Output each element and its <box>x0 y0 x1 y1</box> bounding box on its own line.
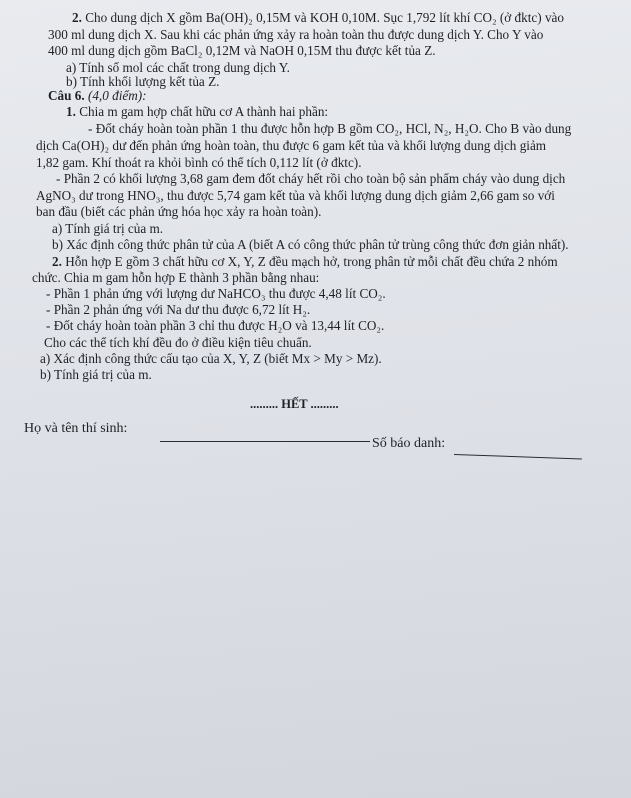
q6-2-line-1: 2. Hỗn hợp E gồm 3 chất hữu cơ X, Y, Z đều mạch hở, trong phân tử mỗi chất đều chứa 2 nhóm <box>52 254 558 269</box>
q6-1-line-3: 1,82 gam. Khí thoát ra khỏi bình có thể tích 0,112 lít (ở đktc). <box>36 155 362 170</box>
q2-line-3: 400 ml dung dịch gồm BaCl₂ 0,12M và NaOH 0,15M thu được kết tủa Z. <box>48 43 436 58</box>
q2-line-2: 300 ml dung dịch X. Sau khi các phản ứng xảy ra hoàn toàn thu được dung dịch Y. Cho Y vào <box>48 27 544 42</box>
end-marker: ......... HẾT ......... <box>250 397 339 411</box>
q6-1-line-1: - Đốt cháy hoàn toàn phần 1 thu được hỗn hợp B gồm CO₂, HCl, N₂, H₂O. Cho B vào dung <box>88 121 572 136</box>
q2-part-a: a) Tính số mol các chất trong dung dịch Y. <box>66 60 290 75</box>
candidate-number-line <box>454 454 582 459</box>
q6-1-line-5: AgNO₃ dư trong HNO₃, thu được 5,74 gam kết tủa và khối lượng dung dịch giảm 2,66 gam so với <box>36 188 555 203</box>
candidate-name-label: Họ và tên thí sinh: <box>24 421 128 436</box>
q6-2-part-3: - Đốt cháy hoàn toàn phần 3 chỉ thu được H₂O và 13,44 lít CO₂. <box>46 318 385 333</box>
candidate-name-line <box>160 441 370 442</box>
q6-2-part-b: b) Tính giá trị của m. <box>40 367 152 382</box>
q6-1-part-a: a) Tính giá trị của m. <box>52 221 164 236</box>
q6-2-part-2: - Phần 2 phản ứng với Na dư thu được 6,72 lít H₂. <box>46 302 311 317</box>
q6-1-line-6: ban đầu (biết các phản ứng hóa học xảy ra hoàn toàn). <box>36 204 322 219</box>
q2-line-1: 2. Cho dung dịch X gồm Ba(OH)₂ 0,15M và KOH 0,10M. Sục 1,792 lít khí CO₂ (ở đktc) vào <box>72 10 564 25</box>
q6-2-part-a: a) Xác định công thức cấu tạo của X, Y, Z (biết Mx > My > Mz). <box>40 351 382 366</box>
q6-1-line-4: - Phần 2 có khối lượng 3,68 gam đem đốt cháy hết rồi cho toàn bộ sản phẩm cháy vào dung dịch <box>56 171 566 186</box>
q6-2-line-2: chức. Chia m gam hỗn hợp E thành 3 phần bằng nhau: <box>32 270 320 285</box>
q2-part-b: b) Tính khối lượng kết tủa Z. <box>66 74 220 89</box>
question-6-heading: Câu 6. (4,0 điểm): <box>48 88 147 103</box>
q6-1-line-2: dịch Ca(OH)₂ dư đến phản ứng hoàn toàn, thu được 6 gam kết tủa và khối lượng dung dịch giảm <box>36 138 547 153</box>
q6-2-conditions: Cho các thể tích khí đều đo ở điều kiện tiêu chuẩn. <box>44 335 312 350</box>
q6-1-part-b: b) Xác định công thức phân tử của A (biết A có công thức phân tử trùng công thức đơn giản nhất). <box>52 237 569 252</box>
candidate-number-label: Số báo danh: <box>372 436 446 451</box>
q6-2-part-1: - Phần 1 phản ứng với lượng dư NaHCO₃ thu được 4,48 lít CO₂. <box>46 286 386 301</box>
q6-1-intro: 1. Chia m gam hợp chất hữu cơ A thành hai phần: <box>66 104 329 119</box>
